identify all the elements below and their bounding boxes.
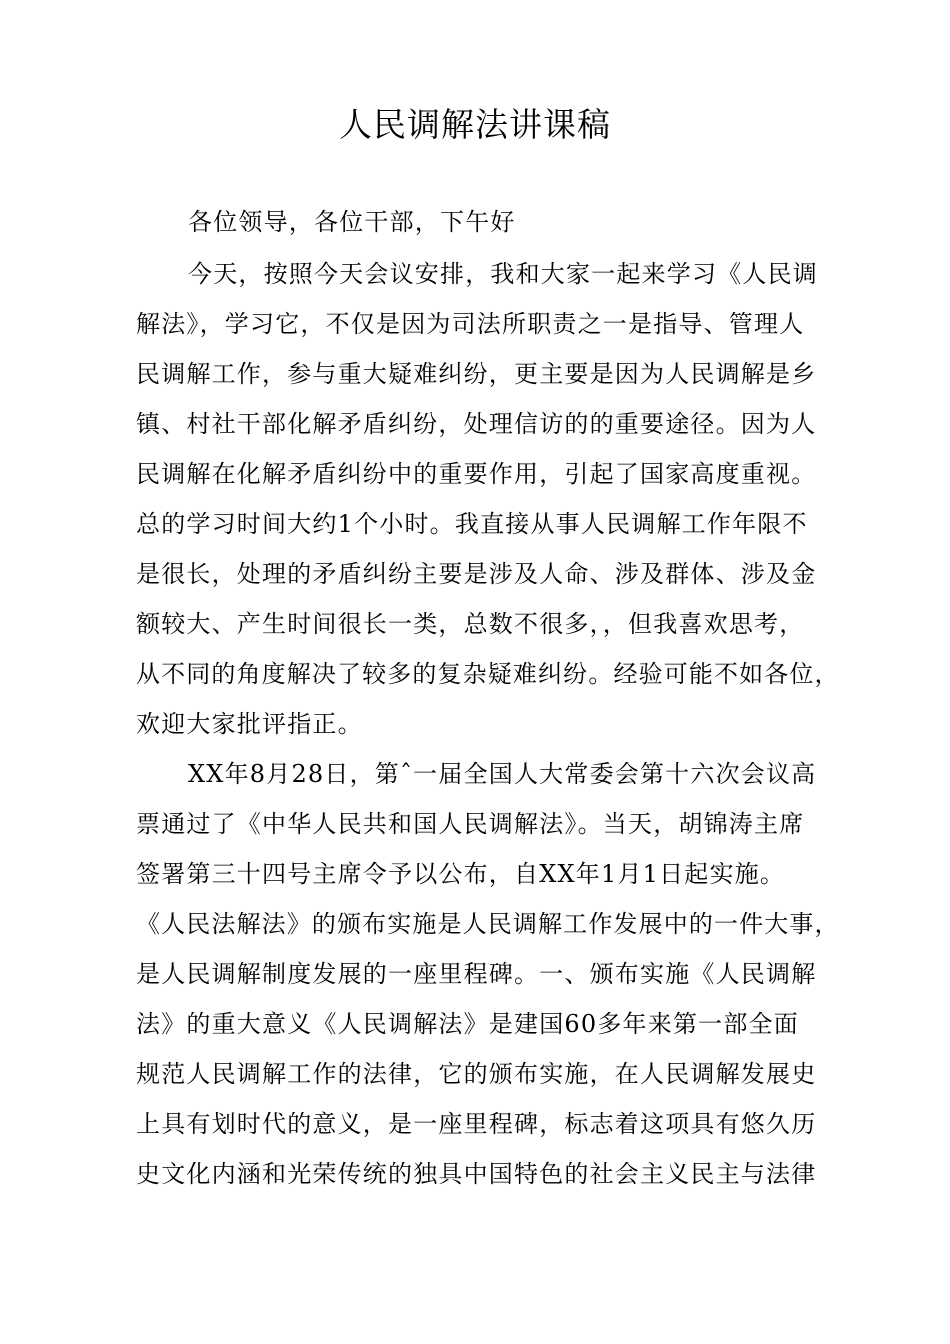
body-line: 票通过了《中华人民共和国人民调解法》。当天，胡锦涛主席: [136, 810, 805, 838]
body-line: 规范人民调解工作的法律，它的颁布实施，在人民调解发展史: [136, 1060, 817, 1088]
body-line: 法》的重大意义《人民调解法》是建国60多年来第一部全面: [136, 1010, 799, 1038]
body-line: 史文化内涵和光荣传统的独具中国特色的社会主义民主与法律: [136, 1160, 817, 1188]
body-line: 签署第三十四号主席令予以公布，自XX年1月1日起实施。: [136, 860, 786, 888]
body-line: 是人民调解制度发展的一座里程碑。一、颁布实施《人民调解: [136, 960, 817, 988]
body-line: 民调解工作，参与重大疑难纠纷，更主要是因为人民调解是乡: [136, 360, 817, 388]
body-line: XX年8月28日，第ˆ一届全国人大常委会第十六次会议高: [188, 760, 817, 788]
document-title: 人民调解法讲课稿: [339, 105, 611, 144]
body-line: 额较大、产生时间很长一类，总数不很多，，但我喜欢思考，: [136, 610, 805, 638]
body-line: 《人民法解法》的颁布实施是人民调解工作发展中的一件大事，: [136, 910, 840, 938]
body-line: 欢迎大家批评指正。: [136, 710, 363, 738]
body-line: 民调解在化解矛盾纠纷中的重要作用，引起了国家高度重视。: [136, 460, 817, 488]
body-line: 各位领导，各位干部，下午好: [188, 208, 516, 236]
body-line: 今天，按照今天会议安排，我和大家一起来学习《人民调: [188, 260, 818, 288]
body-line: 解法》，学习它，不仅是因为司法所职责之一是指导、管理人: [136, 310, 805, 338]
body-line: 是很长，处理的矛盾纠纷主要是涉及人命、涉及群体、涉及金: [136, 560, 817, 588]
body-line: 总的学习时间大约1个小时。我直接从事人民调解工作年限不: [136, 510, 808, 538]
body-line: 上具有划时代的意义，是一座里程碑，标志着这项具有悠久历: [136, 1110, 817, 1138]
body-line: 镇、村社干部化解矛盾纠纷，处理信访的的重要途径。因为人: [136, 410, 817, 438]
body-line: 从不同的角度解决了较多的复杂疑难纠纷。经验可能不如各位，: [136, 660, 840, 688]
